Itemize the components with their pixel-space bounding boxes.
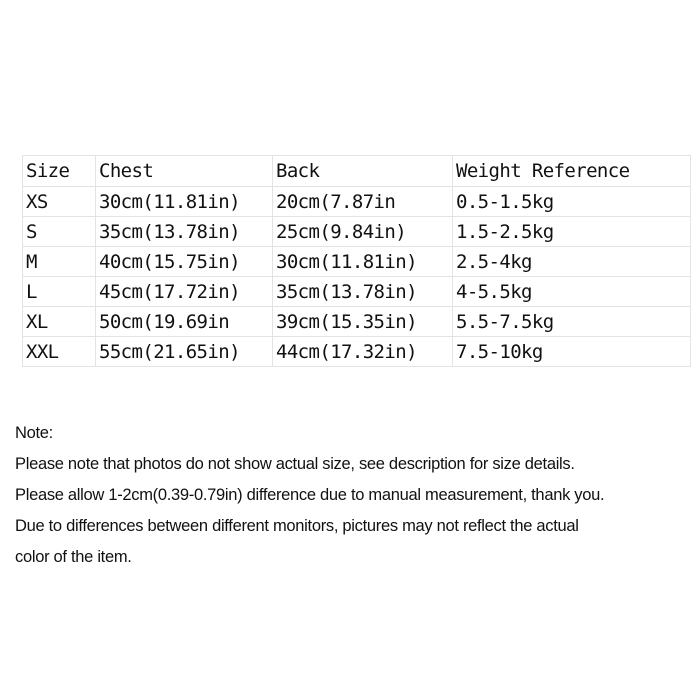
- table-header-row: [23, 156, 691, 187]
- cell-size: S: [23, 217, 96, 247]
- cell-back: 44cm(17.32in): [273, 337, 453, 367]
- cell-back: 39cm(15.35in): [273, 307, 453, 337]
- cell-chest: 45cm(17.72in): [96, 277, 273, 307]
- note-line: Please allow 1-2cm(0.39-0.79in) difference due to manual measurement, thank you.: [15, 486, 605, 504]
- note-line: Due to differences between different monitors, pictures may not reflect the actual: [15, 517, 579, 535]
- cell-weight: 2.5-4kg: [453, 247, 691, 277]
- table-row: [23, 247, 691, 277]
- cell-weight: 7.5-10kg: [453, 337, 691, 367]
- header-weight-reference: Weight Reference: [453, 156, 691, 187]
- cell-size: XXL: [23, 337, 96, 367]
- table-row: [23, 337, 691, 367]
- cell-size: XS: [23, 187, 96, 217]
- cell-back: 35cm(13.78in): [273, 277, 453, 307]
- size-chart-table: [22, 155, 691, 367]
- table-row: [23, 277, 691, 307]
- cell-size: L: [23, 277, 96, 307]
- header-size: Size: [23, 156, 96, 187]
- table-row: [23, 187, 691, 217]
- cell-chest: 30cm(11.81in): [96, 187, 273, 217]
- cell-chest: 35cm(13.78in): [96, 217, 273, 247]
- cell-back: 30cm(11.81in): [273, 247, 453, 277]
- header-chest: Chest: [96, 156, 273, 187]
- table-row: [23, 217, 691, 247]
- cell-chest: 50cm(19.69in: [96, 307, 273, 337]
- cell-weight: 0.5-1.5kg: [453, 187, 691, 217]
- note-line: color of the item.: [15, 548, 132, 566]
- cell-weight: 1.5-2.5kg: [453, 217, 691, 247]
- note-section: [15, 418, 695, 573]
- table-row: [23, 307, 691, 337]
- cell-size: M: [23, 247, 96, 277]
- cell-chest: 55cm(21.65in): [96, 337, 273, 367]
- note-line: Please note that photos do not show actual size, see description for size details.: [15, 455, 575, 473]
- note-title: Note:: [15, 424, 53, 442]
- cell-back: 25cm(9.84in): [273, 217, 453, 247]
- cell-weight: 5.5-7.5kg: [453, 307, 691, 337]
- cell-back: 20cm(7.87in: [273, 187, 453, 217]
- cell-weight: 4-5.5kg: [453, 277, 691, 307]
- cell-size: XL: [23, 307, 96, 337]
- cell-chest: 40cm(15.75in): [96, 247, 273, 277]
- header-back: Back: [273, 156, 453, 187]
